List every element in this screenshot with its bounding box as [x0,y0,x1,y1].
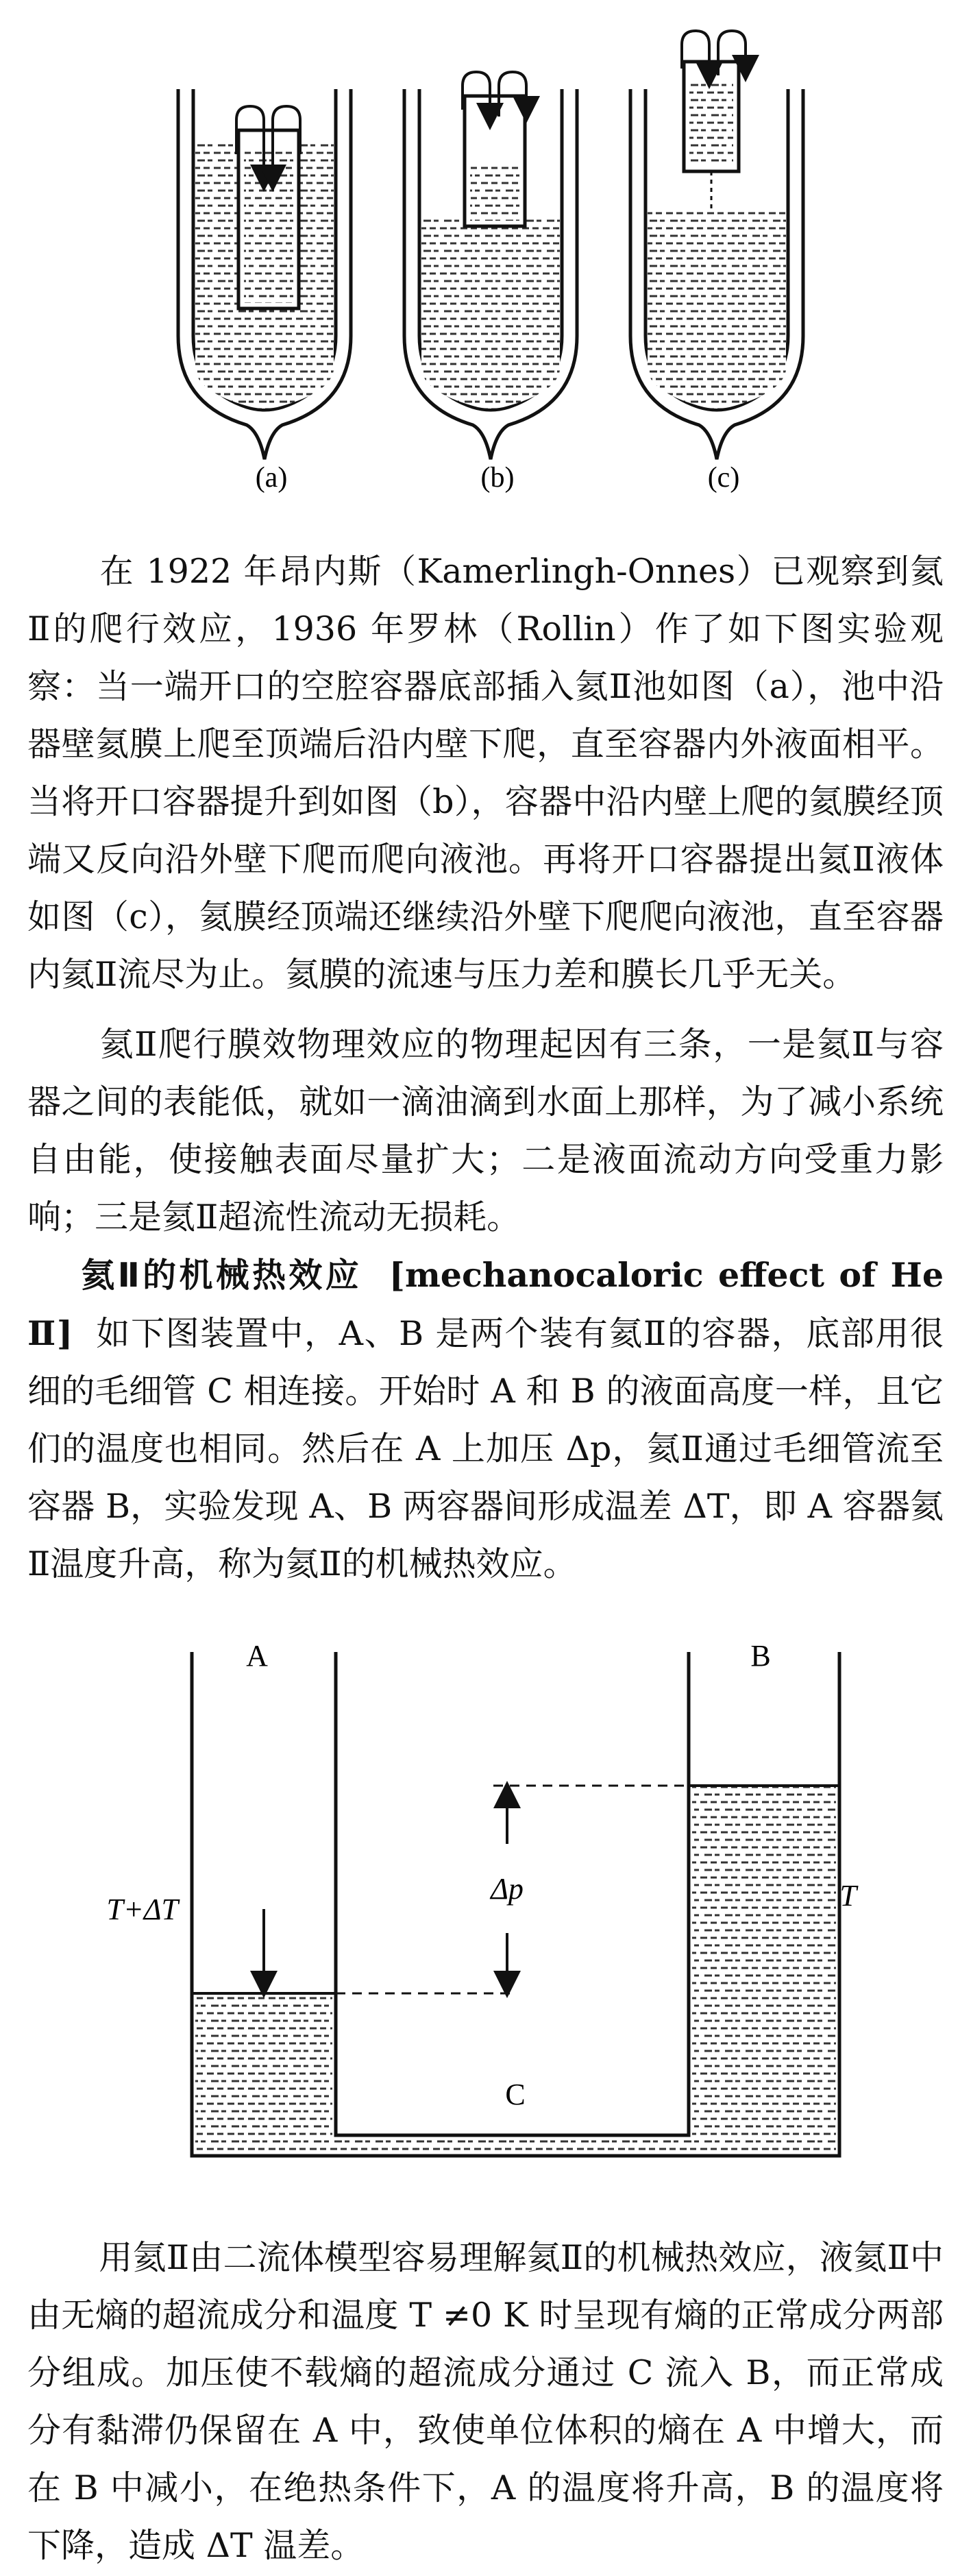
creeping-film-diagram [151,14,822,494]
section-title-en: [mechanocaloric effect of He Ⅱ] [27,1255,944,1353]
caption-a: (a) [255,462,288,494]
label-temp-a: T+ΔT [106,1893,178,1926]
label-capillary-c: C [505,2078,526,2111]
figure-a [178,89,351,459]
caption-c: (c) [707,462,740,494]
paragraph-two-fluid: 用氦Ⅱ由二流体模型容易理解氦Ⅱ的机械热效应，液氦Ⅱ中由无熵的超流成分和温度 T ≠0 K 时呈现有熵的正常成分两部分组成。加压使不载熵的超流成分通过 C 流入 B，而正常成分有黏滞仍保留在 A 中，致使单位体积的熵在 A 中增大，而在 B 中减小，在绝热条件下，A 的温度将升高，B 的温度将下降，造成 ΔT 温差。 [27,2238,944,2565]
section-title-cn: 氦Ⅱ的机械热效应 [78,1256,362,1295]
creeping-film-figure [151,14,822,494]
section-body: 如下图装置中，A、B 是两个装有氦Ⅱ的容器，底部用很细的毛细管 C 相连接。开始时 A 和 B 的液面高度一样，且它们的温度也相同。然后在 A 上加压 Δp，氦Ⅱ通过毛细管流至容器 B，实验发现 A、B 两容器间形成温差 ΔT，即 A 容器氦Ⅱ温度升高，称为氦Ⅱ的机械热效应。 [27,1314,944,1583]
figure-b [404,72,577,459]
figure-c [630,31,803,459]
mechanocaloric-figure [82,1618,863,2180]
label-delta-p: Δp [491,1872,524,1906]
caption-b: (b) [480,462,515,494]
section-mechanocaloric [27,1246,944,1593]
label-temp-b: T [839,1879,857,1912]
label-container-b: B [750,1639,771,1673]
paragraph-creeping-causes: 氦Ⅱ爬行膜效物理效应的物理起因有三条，一是氦Ⅱ与容器之间的表能低，就如一滴油滴到水面上那样，为了减小系统自由能，使接触表面尽量扩大；二是液面流动方向受重力影响；三是氦Ⅱ超流性流动无损耗。 [27,1025,944,1237]
mechanocaloric-diagram [82,1618,863,2180]
paragraph-creeping-effect: 在 1922 年昂内斯（Kamerlingh-Onnes）已观察到氦Ⅱ的爬行效应，1936 年罗林（Rollin）作了如下图实验观察：当一端开口的空腔容器底部插入氦Ⅱ池如图（a），池中沿器壁氦膜上爬至顶端后沿内壁下爬，直至容器内外液面相平。当将开口容器提升到如图（b），容器中沿内壁上爬的氦膜经顶端又反向沿外壁下爬而爬向液池。再将开口容器提出氦Ⅱ液体如图（c），氦膜经顶端还继续沿外壁下爬爬向液池，直至容器内氦Ⅱ流尽为止。氦膜的流速与压力差和膜长几乎无关。 [27,552,944,994]
label-container-a: A [246,1639,268,1673]
